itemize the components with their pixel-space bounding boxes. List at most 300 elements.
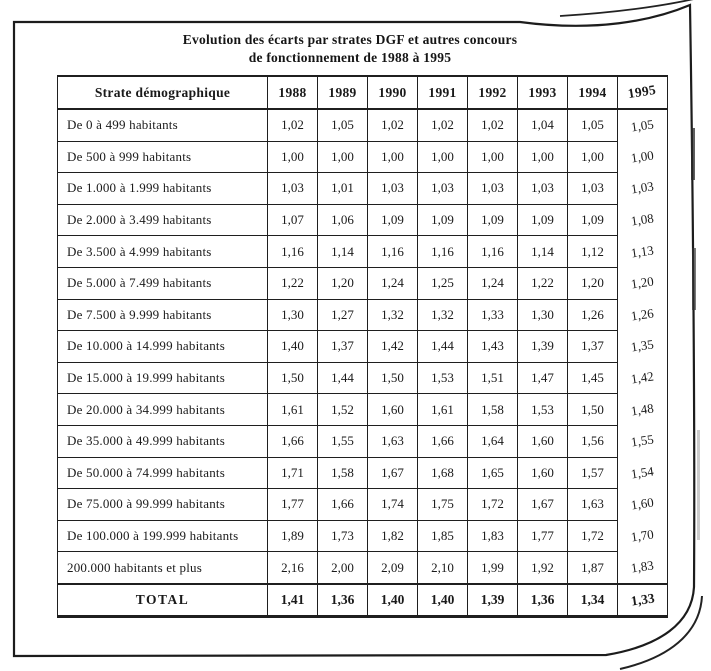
value-cell-text: 1,20 <box>630 273 655 292</box>
value-cell <box>568 394 618 426</box>
value-cell-text: 1,75 <box>431 496 454 512</box>
value-cell-text: 1,58 <box>481 401 504 417</box>
total-value-cell <box>468 584 518 617</box>
total-value-cell-text: 1,40 <box>380 591 405 607</box>
value-cell <box>568 552 618 584</box>
value-cell-text: 2,16 <box>281 559 304 575</box>
value-cell-text: 1,56 <box>581 433 604 449</box>
value-cell <box>568 520 618 552</box>
value-cell-text: 1,66 <box>331 496 354 512</box>
strata-table <box>57 75 668 618</box>
value-cell-text: 1,55 <box>331 433 354 449</box>
table-row <box>58 425 668 457</box>
value-cell-text: 1,89 <box>281 528 304 544</box>
value-cell <box>368 141 418 173</box>
value-cell-text: 1,26 <box>581 306 604 322</box>
value-cell <box>318 425 368 457</box>
value-cell-text: 1,02 <box>381 117 404 133</box>
value-cell <box>318 457 368 489</box>
value-cell <box>418 331 468 363</box>
value-cell <box>468 520 518 552</box>
value-cell <box>368 457 418 489</box>
strate-label: De 3.500 à 4.999 habitants <box>58 236 268 268</box>
value-cell <box>268 552 318 584</box>
value-cell <box>568 489 618 521</box>
value-cell-text: 1,65 <box>481 464 504 480</box>
value-cell-text: 1,77 <box>531 528 554 544</box>
value-cell <box>618 331 668 363</box>
value-cell-text: 1,07 <box>281 212 304 228</box>
value-cell-text: 1,72 <box>581 528 604 544</box>
value-cell <box>518 394 568 426</box>
total-value-cell <box>568 584 618 617</box>
value-cell <box>568 331 618 363</box>
value-cell <box>368 394 418 426</box>
value-cell <box>618 520 668 552</box>
total-row <box>58 584 668 617</box>
value-cell <box>368 299 418 331</box>
strate-label: De 0 à 499 habitants <box>58 109 268 141</box>
value-cell-text: 1,00 <box>630 147 655 166</box>
value-cell-text: 1,08 <box>630 210 655 229</box>
value-cell-text: 1,61 <box>281 401 304 417</box>
value-cell <box>268 331 318 363</box>
value-cell <box>618 394 668 426</box>
value-cell <box>368 204 418 236</box>
table-row <box>58 552 668 584</box>
value-cell-text: 1,51 <box>481 370 504 386</box>
value-cell <box>468 457 518 489</box>
value-cell-text: 1,68 <box>431 464 454 480</box>
table-row <box>58 331 668 363</box>
strate-label: De 15.000 à 19.999 habitants <box>58 362 268 394</box>
value-cell <box>368 425 418 457</box>
table-row <box>58 520 668 552</box>
total-value-cell-text: 1,41 <box>280 591 305 607</box>
value-cell-text: 1,40 <box>281 338 304 354</box>
value-cell-text: 1,32 <box>431 306 454 322</box>
value-cell <box>318 173 368 205</box>
strate-label: De 35.000 à 49.999 habitants <box>58 425 268 457</box>
value-cell-text: 1,53 <box>431 370 454 386</box>
value-cell-text: 1,03 <box>281 180 304 196</box>
year-header-1990-text: 1990 <box>378 84 407 100</box>
year-header-1992 <box>468 76 518 109</box>
value-cell <box>618 489 668 521</box>
value-cell-text: 1,52 <box>331 401 354 417</box>
year-header-1995-text: 1995 <box>627 81 658 101</box>
value-cell-text: 1,06 <box>331 212 354 228</box>
year-header-1995 <box>618 76 668 109</box>
value-cell <box>468 331 518 363</box>
value-cell <box>268 141 318 173</box>
table-row <box>58 141 668 173</box>
value-cell <box>568 425 618 457</box>
value-cell-text: 1,67 <box>381 464 404 480</box>
year-header-1994-text: 1994 <box>578 84 607 100</box>
strate-label: De 500 à 999 habitants <box>58 141 268 173</box>
value-cell-text: 1,54 <box>630 463 655 482</box>
value-cell-text: 1,16 <box>381 243 404 259</box>
value-cell <box>418 204 468 236</box>
value-cell <box>518 299 568 331</box>
value-cell <box>318 204 368 236</box>
value-cell-text: 1,03 <box>481 180 504 196</box>
value-cell-text: 1,04 <box>531 117 554 133</box>
value-cell <box>318 489 368 521</box>
value-cell <box>268 204 318 236</box>
value-cell-text: 1,00 <box>331 148 354 164</box>
value-cell <box>368 267 418 299</box>
value-cell <box>518 331 568 363</box>
year-header-1991-text: 1991 <box>428 84 457 100</box>
value-cell-text: 1,25 <box>431 275 454 291</box>
value-cell <box>468 267 518 299</box>
title-line-2: de fonctionnement de 1988 à 1995 <box>248 49 452 65</box>
value-cell <box>518 204 568 236</box>
value-cell-text: 1,85 <box>431 528 454 544</box>
value-cell-text: 1,24 <box>381 275 404 291</box>
value-cell-text: 1,03 <box>630 178 655 197</box>
value-cell <box>268 520 318 552</box>
value-cell <box>418 489 468 521</box>
value-cell-text: 1,33 <box>481 306 504 322</box>
total-value-cell <box>518 584 568 617</box>
value-cell-text: 1,03 <box>381 180 404 196</box>
value-cell <box>468 489 518 521</box>
column-header-strate: Strate démographique <box>58 76 268 109</box>
value-cell-text: 1,00 <box>581 148 604 164</box>
table-row <box>58 236 668 268</box>
strate-label: De 50.000 à 74.999 habitants <box>58 457 268 489</box>
value-cell <box>568 109 618 141</box>
value-cell <box>268 425 318 457</box>
total-value-cell-text: 1,40 <box>430 591 455 607</box>
value-cell-text: 1,09 <box>481 212 504 228</box>
year-header-1988-text: 1988 <box>278 84 307 100</box>
value-cell <box>618 362 668 394</box>
value-cell-text: 1,22 <box>531 275 554 291</box>
value-cell <box>618 457 668 489</box>
year-header-1992-text: 1992 <box>478 84 507 100</box>
value-cell-text: 1,92 <box>531 559 554 575</box>
value-cell-text: 1,63 <box>381 433 404 449</box>
value-cell-text: 1,83 <box>630 557 655 576</box>
value-cell-text: 1,44 <box>331 370 354 386</box>
value-cell-text: 1,26 <box>630 305 655 324</box>
value-cell <box>418 299 468 331</box>
value-cell-text: 1,82 <box>381 528 404 544</box>
value-cell-text: 1,99 <box>481 559 504 575</box>
value-cell-text: 1,87 <box>581 559 604 575</box>
value-cell-text: 1,05 <box>331 117 354 133</box>
table-row <box>58 489 668 521</box>
value-cell <box>368 489 418 521</box>
value-cell-text: 1,12 <box>581 243 604 259</box>
year-header-1988 <box>268 76 318 109</box>
value-cell <box>568 141 618 173</box>
value-cell-text: 1,14 <box>331 243 354 259</box>
value-cell <box>618 299 668 331</box>
strate-label: De 1.000 à 1.999 habitants <box>58 173 268 205</box>
value-cell <box>418 173 468 205</box>
value-cell <box>518 141 568 173</box>
year-header-1989-text: 1989 <box>328 84 357 100</box>
value-cell <box>468 299 518 331</box>
value-cell-text: 1,70 <box>630 526 655 545</box>
value-cell-text: 1,67 <box>531 496 554 512</box>
value-cell-text: 1,00 <box>481 148 504 164</box>
value-cell-text: 1,16 <box>431 243 454 259</box>
value-cell-text: 1,02 <box>431 117 454 133</box>
paper-edge-top-right <box>560 0 706 16</box>
value-cell <box>318 520 368 552</box>
value-cell <box>568 267 618 299</box>
value-cell-text: 1,55 <box>630 431 655 450</box>
value-cell <box>618 141 668 173</box>
value-cell <box>518 109 568 141</box>
value-cell-text: 1,63 <box>581 496 604 512</box>
value-cell <box>518 457 568 489</box>
value-cell <box>268 236 318 268</box>
value-cell-text: 1,05 <box>581 117 604 133</box>
value-cell-text: 1,09 <box>431 212 454 228</box>
value-cell <box>418 520 468 552</box>
value-cell <box>318 552 368 584</box>
value-cell-text: 1,22 <box>281 275 304 291</box>
value-cell-text: 1,00 <box>431 148 454 164</box>
total-label: TOTAL <box>58 584 268 617</box>
value-cell-text: 2,09 <box>381 559 404 575</box>
value-cell <box>268 457 318 489</box>
value-cell-text: 1,72 <box>481 496 504 512</box>
value-cell-text: 1,35 <box>630 336 655 355</box>
table-row <box>58 204 668 236</box>
value-cell-text: 1,03 <box>531 180 554 196</box>
value-cell <box>568 236 618 268</box>
value-cell-text: 1,37 <box>581 338 604 354</box>
value-cell-text: 1,47 <box>531 370 554 386</box>
strate-label: De 2.000 à 3.499 habitants <box>58 204 268 236</box>
value-cell-text: 1,00 <box>531 148 554 164</box>
value-cell <box>418 141 468 173</box>
value-cell-text: 1,60 <box>381 401 404 417</box>
value-cell <box>418 267 468 299</box>
value-cell-text: 1,71 <box>281 464 304 480</box>
table-row <box>58 173 668 205</box>
value-cell-text: 1,09 <box>381 212 404 228</box>
value-cell <box>618 236 668 268</box>
value-cell <box>318 299 368 331</box>
value-cell <box>518 173 568 205</box>
value-cell-text: 1,00 <box>281 148 304 164</box>
value-cell-text: 1,30 <box>531 306 554 322</box>
strate-label: 200.000 habitants et plus <box>58 552 268 584</box>
value-cell-text: 1,09 <box>531 212 554 228</box>
value-cell <box>368 109 418 141</box>
total-value-cell <box>268 584 318 617</box>
value-cell-text: 1,66 <box>431 433 454 449</box>
value-cell-text: 1,44 <box>431 338 454 354</box>
strate-label: De 5.000 à 7.499 habitants <box>58 267 268 299</box>
year-header-1989 <box>318 76 368 109</box>
value-cell <box>418 236 468 268</box>
value-cell <box>618 204 668 236</box>
value-cell-text: 1,61 <box>431 401 454 417</box>
year-header-1994 <box>568 76 618 109</box>
value-cell-text: 1,03 <box>581 180 604 196</box>
value-cell <box>418 457 468 489</box>
value-cell <box>468 141 518 173</box>
value-cell <box>368 362 418 394</box>
value-cell-text: 1,77 <box>281 496 304 512</box>
value-cell-text: 1,20 <box>331 275 354 291</box>
value-cell-text: 1,01 <box>331 180 354 196</box>
value-cell-text: 1,60 <box>630 494 655 513</box>
total-value-cell-text: 1,39 <box>480 591 505 607</box>
value-cell-text: 1,83 <box>481 528 504 544</box>
value-cell <box>318 141 368 173</box>
value-cell-text: 1,09 <box>581 212 604 228</box>
value-cell <box>568 204 618 236</box>
value-cell-text: 1,66 <box>281 433 304 449</box>
value-cell-text: 1,16 <box>481 243 504 259</box>
value-cell <box>418 109 468 141</box>
value-cell-text: 1,02 <box>281 117 304 133</box>
value-cell <box>318 331 368 363</box>
total-value-cell-text: 1,33 <box>629 590 656 609</box>
value-cell <box>518 520 568 552</box>
value-cell <box>518 362 568 394</box>
value-cell <box>268 267 318 299</box>
value-cell-text: 1,32 <box>381 306 404 322</box>
value-cell-text: 1,42 <box>381 338 404 354</box>
table-row <box>58 299 668 331</box>
strate-label: De 75.000 à 99.999 habitants <box>58 489 268 521</box>
value-cell-text: 2,10 <box>431 559 454 575</box>
total-value-cell <box>318 584 368 617</box>
value-cell <box>518 267 568 299</box>
value-cell-text: 1,74 <box>381 496 404 512</box>
table-row <box>58 457 668 489</box>
value-cell-text: 1,02 <box>481 117 504 133</box>
value-cell <box>318 109 368 141</box>
total-value-cell <box>618 584 668 617</box>
value-cell <box>468 204 518 236</box>
value-cell-text: 1,05 <box>630 116 655 135</box>
value-cell-text: 1,50 <box>281 370 304 386</box>
value-cell <box>518 236 568 268</box>
scan-smudge-3 <box>697 430 700 540</box>
year-header-1993-text: 1993 <box>528 84 557 100</box>
value-cell-text: 1,13 <box>630 242 655 261</box>
value-cell-text: 2,00 <box>331 559 354 575</box>
value-cell-text: 1,43 <box>481 338 504 354</box>
value-cell <box>318 236 368 268</box>
value-cell <box>368 173 418 205</box>
value-cell <box>418 552 468 584</box>
strate-label: De 7.500 à 9.999 habitants <box>58 299 268 331</box>
value-cell <box>418 394 468 426</box>
total-value-cell-text: 1,34 <box>580 591 605 607</box>
value-cell <box>518 552 568 584</box>
value-cell-text: 1,64 <box>481 433 504 449</box>
table-row <box>58 394 668 426</box>
value-cell <box>468 173 518 205</box>
value-cell <box>568 457 618 489</box>
total-value-cell <box>418 584 468 617</box>
title-line-1: Evolution des écarts par strates DGF et autres concours <box>182 32 518 47</box>
strate-label: De 20.000 à 34.999 habitants <box>58 394 268 426</box>
value-cell-text: 1,48 <box>630 400 655 419</box>
value-cell-text: 1,24 <box>481 275 504 291</box>
value-cell <box>418 362 468 394</box>
header-row <box>58 76 668 109</box>
value-cell <box>468 394 518 426</box>
value-cell-text: 1,60 <box>531 464 554 480</box>
value-cell-text: 1,57 <box>581 464 604 480</box>
value-cell-text: 1,50 <box>581 401 604 417</box>
value-cell-text: 1,00 <box>381 148 404 164</box>
value-cell <box>468 109 518 141</box>
value-cell-text: 1,27 <box>331 306 354 322</box>
value-cell <box>368 520 418 552</box>
year-header-1993 <box>518 76 568 109</box>
total-value-cell <box>368 584 418 617</box>
value-cell <box>468 236 518 268</box>
scan-smudge-1 <box>691 128 695 180</box>
value-cell <box>618 173 668 205</box>
value-cell-text: 1,58 <box>331 464 354 480</box>
value-cell-text: 1,30 <box>281 306 304 322</box>
value-cell-text: 1,16 <box>281 243 304 259</box>
value-cell-text: 1,53 <box>531 401 554 417</box>
value-cell-text: 1,60 <box>531 433 554 449</box>
year-header-1991 <box>418 76 468 109</box>
value-cell-text: 1,50 <box>381 370 404 386</box>
value-cell <box>468 552 518 584</box>
value-cell <box>618 425 668 457</box>
value-cell-text: 1,73 <box>331 528 354 544</box>
value-cell <box>468 425 518 457</box>
value-cell <box>268 394 318 426</box>
total-value-cell-text: 1,36 <box>530 591 555 607</box>
value-cell <box>568 173 618 205</box>
value-cell <box>268 362 318 394</box>
value-cell <box>268 489 318 521</box>
value-cell <box>318 362 368 394</box>
value-cell <box>468 362 518 394</box>
document-title <box>0 31 700 66</box>
table-row <box>58 362 668 394</box>
value-cell-text: 1,45 <box>581 370 604 386</box>
value-cell <box>368 236 418 268</box>
value-cell-text: 1,20 <box>581 275 604 291</box>
value-cell <box>318 267 368 299</box>
total-value-cell-text: 1,36 <box>330 591 355 607</box>
table-row <box>58 267 668 299</box>
value-cell <box>418 425 468 457</box>
value-cell <box>518 489 568 521</box>
value-cell-text: 1,03 <box>431 180 454 196</box>
scan-smudge-2 <box>692 248 696 310</box>
value-cell <box>268 299 318 331</box>
strate-label: De 10.000 à 14.999 habitants <box>58 331 268 363</box>
value-cell <box>568 299 618 331</box>
value-cell-text: 1,37 <box>331 338 354 354</box>
value-cell <box>268 173 318 205</box>
value-cell <box>368 331 418 363</box>
